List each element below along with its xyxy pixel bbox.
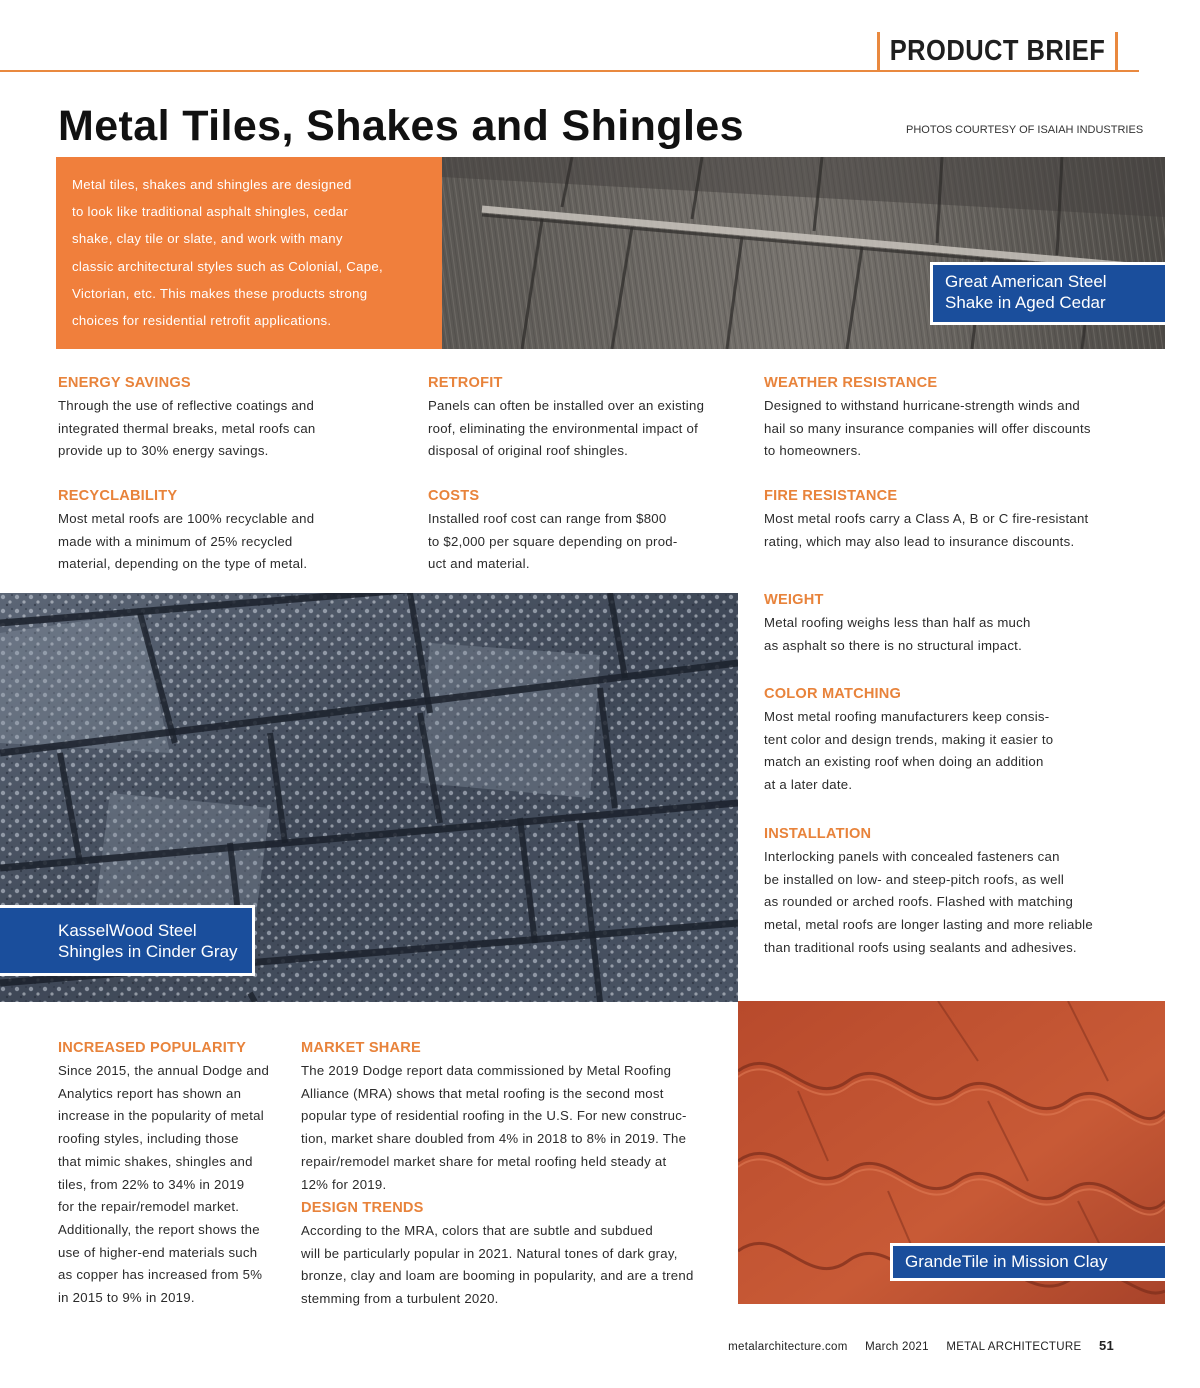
- section-recyclability: [58, 488, 314, 576]
- caption-steel-shingles: [0, 908, 252, 973]
- section-heading: INSTALLATION: [764, 826, 872, 842]
- body-line: material, depending on the type of metal.: [58, 556, 308, 572]
- body-line: use of higher-end materials such: [58, 1244, 258, 1260]
- section-heading: WEATHER RESISTANCE: [764, 375, 938, 391]
- body-line: to $2,000 per square depending on prod-: [428, 533, 678, 549]
- body-line: as copper has increased from 5%: [58, 1267, 263, 1283]
- intro-line: Victorian, etc. This makes these products strong: [72, 285, 368, 301]
- body-line: than traditional roofs using sealants and adhesives.: [764, 939, 1077, 955]
- intro-line: to look like traditional asphalt shingles, cedar: [72, 204, 349, 220]
- body-line: Most metal roofing manufacturers keep consis-: [764, 709, 1050, 724]
- body-line: hail so many insurance companies will offer discounts: [764, 420, 1091, 436]
- section-heading: INCREASED POPULARITY: [58, 1040, 247, 1056]
- intro-line: shake, clay tile or slate, and work with many: [72, 231, 343, 247]
- body-line: Since 2015, the annual Dodge and: [58, 1063, 270, 1078]
- body-line: provide up to 30% energy savings.: [58, 443, 269, 459]
- body-line: that mimic shakes, shingles and: [58, 1153, 253, 1169]
- body-line: will be particularly popular in 2021. Natural tones of dark gray,: [301, 1245, 678, 1261]
- caption-line: GrandeTile in Mission Clay: [905, 1252, 1108, 1271]
- section-label: PRODUCT BRIEF: [889, 34, 1106, 67]
- body-line: for the repair/remodel market.: [58, 1199, 240, 1215]
- caption-line: Shingles in Cinder Gray: [58, 942, 238, 961]
- body-line: The 2019 Dodge report data commissioned by Metal Roofing: [301, 1063, 672, 1078]
- body-line: Designed to withstand hurricane-strength winds and: [764, 398, 1080, 413]
- body-line: in 2015 to 9% in 2019.: [58, 1290, 195, 1306]
- section-label-box: [877, 32, 1118, 70]
- footer-site: metalarchitecture.com: [728, 1341, 848, 1353]
- body-line: to homeowners.: [764, 443, 862, 459]
- body-line: repair/remodel market share for metal roofing held steady at: [301, 1153, 667, 1169]
- page-number: 51: [1098, 1338, 1114, 1353]
- section-market-share: [301, 1040, 687, 1196]
- section-fire-resistance: [764, 488, 1088, 553]
- caption-steel-shake: [933, 265, 1165, 322]
- footer-magazine: METAL ARCHITECTURE: [946, 1341, 1082, 1353]
- footer-issue: March 2021: [865, 1341, 929, 1353]
- intro-line: classic architectural styles such as Colonial, Cape,: [72, 258, 383, 274]
- intro-line: choices for residential retrofit applications.: [72, 313, 332, 329]
- caption-line: Great American Steel: [945, 272, 1107, 291]
- body-line: bronze, clay and loam are booming in popularity, and are a trend: [301, 1268, 694, 1284]
- section-heading: DESIGN TRENDS: [301, 1200, 424, 1216]
- section-weight: [764, 592, 1031, 657]
- body-line: as asphalt so there is no structural impact.: [764, 637, 1023, 653]
- body-line: metal, metal roofs are longer lasting and more reliable: [764, 917, 1093, 933]
- caption-line: KasselWood Steel: [58, 921, 197, 940]
- body-line: roof, eliminating the environmental impact of: [428, 420, 699, 436]
- body-line: Additionally, the report shows the: [58, 1221, 260, 1237]
- body-line: tent color and design trends, making it easier to: [764, 731, 1054, 747]
- body-line: disposal of original roof shingles.: [428, 443, 629, 459]
- caption-line: Shake in Aged Cedar: [945, 293, 1106, 312]
- body-line: Most metal roofs are 100% recyclable and: [58, 511, 315, 526]
- body-line: increase in the popularity of metal: [58, 1108, 264, 1124]
- body-line: Installed roof cost can range from $800: [428, 511, 667, 526]
- body-line: Alliance (MRA) shows that metal roofing is the second most: [301, 1085, 664, 1101]
- section-energy-savings: [58, 375, 316, 463]
- section-weather-resistance: [764, 375, 1091, 463]
- section-increased-popularity: [58, 1040, 269, 1310]
- body-line: Panels can often be installed over an existing: [428, 398, 705, 413]
- section-heading: RECYCLABILITY: [58, 488, 178, 504]
- section-heading: COLOR MATCHING: [764, 686, 902, 702]
- body-line: as rounded or arched roofs. Flashed with matching: [764, 894, 1074, 910]
- body-line: Through the use of reflective coatings and: [58, 398, 315, 413]
- body-line: tiles, from 22% to 34% in 2019: [58, 1176, 245, 1192]
- body-line: made with a minimum of 25% recycled: [58, 533, 293, 549]
- intro-line: Metal tiles, shakes and shingles are designed: [72, 177, 352, 192]
- body-line: 12% for 2019.: [301, 1176, 387, 1192]
- body-line: tion, market share doubled from 4% in 2018 to 8% in 2019. The: [301, 1131, 687, 1147]
- body-line: Most metal roofs carry a Class A, B or C fire-resistant: [764, 511, 1089, 526]
- header-rule: [0, 70, 1139, 72]
- body-line: match an existing roof when doing an addition: [764, 754, 1044, 770]
- intro-block: [56, 157, 442, 349]
- section-costs: [428, 488, 678, 576]
- body-line: be installed on low- and steep-pitch roofs, as well: [764, 871, 1065, 887]
- body-line: at a later date.: [764, 777, 853, 793]
- section-design-trends: [301, 1200, 694, 1311]
- photo-credit: PHOTOS COURTESY OF ISAIAH INDUSTRIES: [906, 124, 1144, 136]
- section-heading: MARKET SHARE: [301, 1040, 421, 1056]
- body-line: Analytics report has shown an: [58, 1085, 242, 1101]
- page-title: Metal Tiles, Shakes and Shingles: [58, 102, 744, 150]
- section-heading: ENERGY SAVINGS: [58, 375, 191, 391]
- body-line: uct and material.: [428, 556, 530, 572]
- body-line: According to the MRA, colors that are subtle and subdued: [301, 1223, 653, 1238]
- section-retrofit: [428, 375, 704, 463]
- section-heading: WEIGHT: [764, 592, 824, 608]
- page-footer: [728, 1338, 1114, 1353]
- body-line: stemming from a turbulent 2020.: [301, 1291, 499, 1307]
- body-line: rating, which may also lead to insurance discounts.: [764, 533, 1075, 549]
- body-line: integrated thermal breaks, metal roofs can: [58, 420, 316, 436]
- section-heading: FIRE RESISTANCE: [764, 488, 898, 504]
- section-heading: RETROFIT: [428, 375, 503, 391]
- body-line: popular type of residential roofing in the U.S. For new construc-: [301, 1108, 687, 1124]
- caption-grandetile: [893, 1246, 1165, 1278]
- body-line: roofing styles, including those: [58, 1131, 239, 1147]
- section-color-matching: [764, 686, 1053, 797]
- body-line: Metal roofing weighs less than half as much: [764, 615, 1031, 630]
- body-line: Interlocking panels with concealed fasteners can: [764, 849, 1060, 864]
- section-heading: COSTS: [428, 488, 480, 504]
- section-installation: [764, 826, 1093, 960]
